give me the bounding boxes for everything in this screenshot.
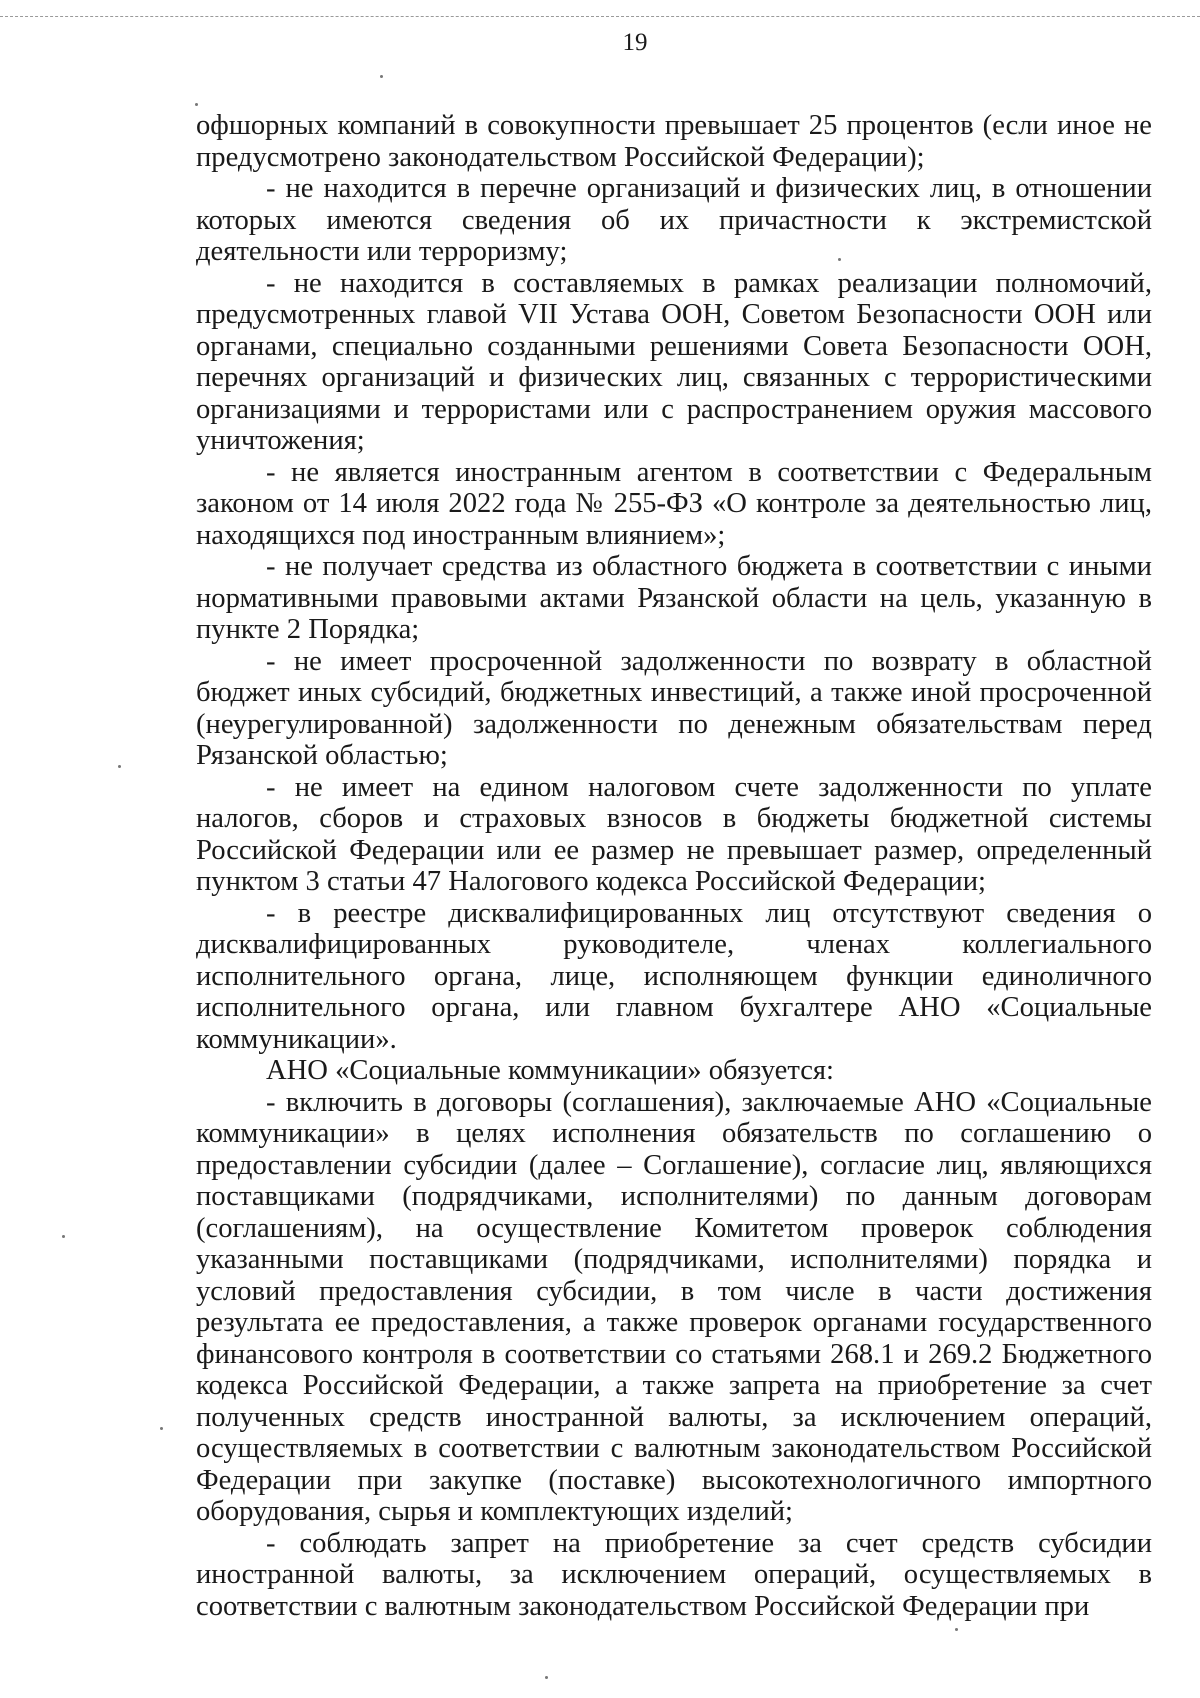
paragraph-foreign-agent: - не является иностранным агентом в соответствии с Федеральным законом от 14 июля 2022 года № 255-ФЗ «О контроле за деятельностью лиц, находящихся под иностранным влиянием»; <box>196 456 1152 551</box>
paragraph-contract-inclusion: - включить в договоры (соглашения), заключаемые АНО «Социальные коммуникации» в целях исполнения обязательств по соглашению о предоставлении субсидии (далее – Соглашение), согласие лиц, являющихся поставщиками (подрядчиками, исполнителями) по данным договорам (соглашениям), на осуществление Комитетом проверок соблюдения указанными поставщиками (подрядчиками, исполнителями) порядка и условий предоставления субсидии, в том числе в части достижения результата ее предоставления, а также проверок органами государственного финансового контроля в соответствии со статьями 268.1 и 269.2 Бюджетного кодекса Российской Федерации, а также запрета на приобретение за счет полученных средств иностранной валюты, за исключением операций, осуществляемых в соответствии с валютным законодательством Российской Федерации при закупке (поставке) высокотехнологичного импортного оборудования, сырья и комплектующих изделий; <box>196 1086 1152 1527</box>
paragraph-disqualified-persons: - в реестре дисквалифицированных лиц отсутствуют сведения о дисквалифицированных руководителе, членах коллегиального исполнительного органа, лице, исполняющем функции единоличного исполнительного органа, или главном бухгалтере АНО «Социальные коммуникации». <box>196 897 1152 1055</box>
paragraph-extremism-list: - не находится в перечне организаций и физических лиц, в отношении которых имеются сведения об их причастности к экстремистской деятельности или терроризму; <box>196 173 1152 267</box>
scan-speck <box>160 1427 163 1430</box>
paragraph-un-security-council: - не находится в составляемых в рамках реализации полномочий, предусмотренных главой VII Устава ООН, Советом Безопасности ООН или органами, специально созданными решениями Совета Безопасности ООН, перечнях организаций и физических лиц, связанных с террористическими организациями и террористами или с распространением оружия массового уничтожения; <box>196 267 1152 456</box>
page-body <box>196 110 1152 1622</box>
scan-speck <box>838 258 841 261</box>
scan-speck <box>118 765 121 768</box>
paragraph-overdue-debt: - не имеет просроченной задолженности по возврату в областной бюджет иных субсидий, бюджетных инвестиций, а также иной просроченной (неурегулированной) задолженности по денежным обязательствам перед Рязанской областью; <box>196 645 1152 771</box>
scan-speck <box>955 1628 958 1631</box>
scan-edge-line <box>0 16 1200 17</box>
paragraph-tax-debt: - не имеет на едином налоговом счете задолженности по уплате налогов, сборов и страховых взносов в бюджеты бюджетной системы Российской Федерации или ее размер не превышает размер, определенный пунктом 3 статьи 47 Налогового кодекса Российской Федерации; <box>196 771 1152 897</box>
page-number: 19 <box>622 29 648 56</box>
scan-speck <box>380 75 383 78</box>
paragraph-obligations-heading: АНО «Социальные коммуникации» обязуется: <box>266 1055 834 1086</box>
scan-speck <box>545 1676 548 1679</box>
paragraph-currency-ban: - соблюдать запрет на приобретение за счет средств субсидии иностранной валюты, за исключением операций, осуществляемых в соответствии с валютным законодательством Российской Федерации при <box>196 1527 1152 1622</box>
scan-speck <box>195 103 198 106</box>
paragraph-continuation: офшорных компаний в совокупности превышает 25 процентов (если иное не предусмотрено законодательством Российской Федерации); <box>196 110 1152 173</box>
paragraph-regional-budget: - не получает средства из областного бюджета в соответствии с иными нормативными правовыми актами Рязанской области на цель, указанную в пункте 2 Порядка; <box>196 551 1152 645</box>
scan-speck <box>62 1235 65 1238</box>
